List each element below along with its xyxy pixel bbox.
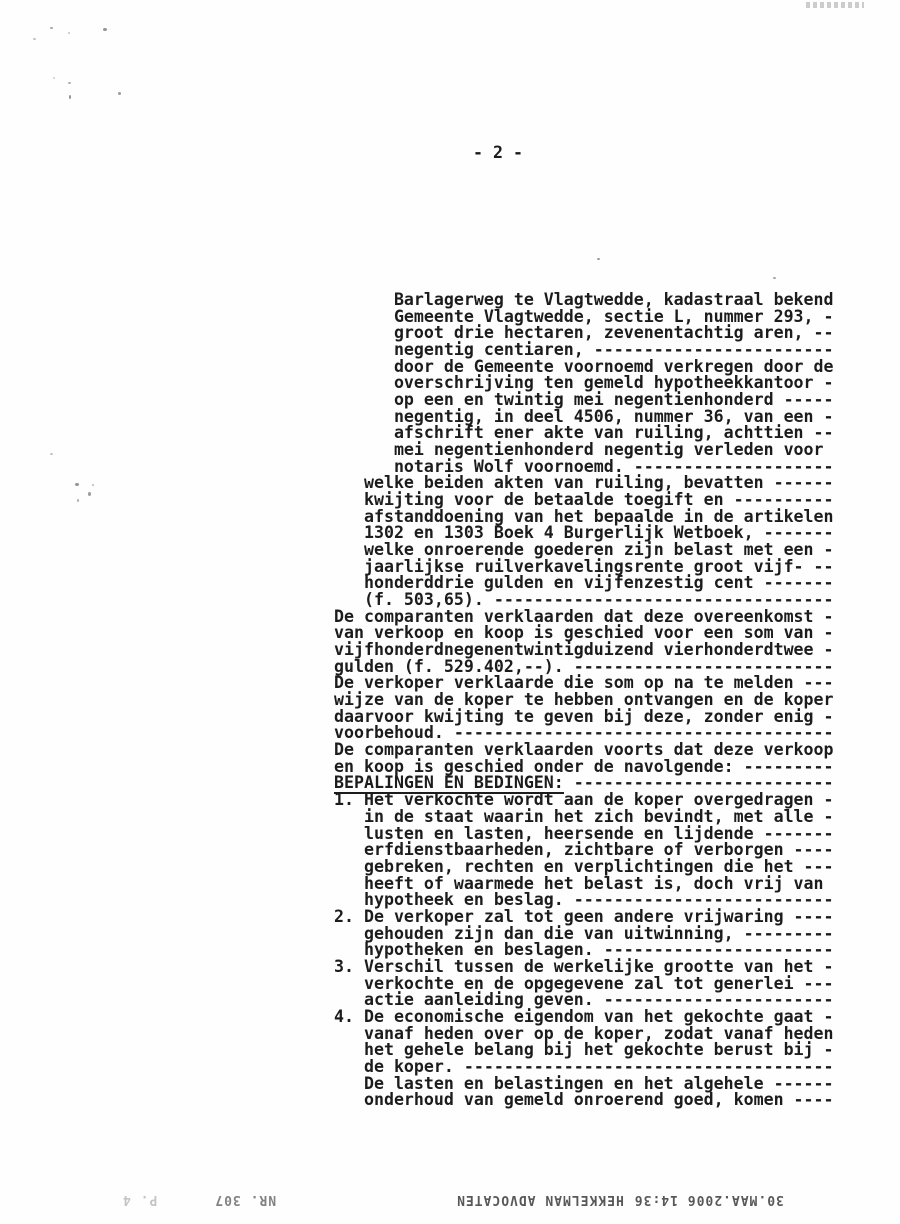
document-line: op een en twintig mei negentienhonderd ----- bbox=[334, 390, 834, 410]
page-number: - 2 - bbox=[473, 143, 523, 162]
document-line: De verkoper verklaarde die som op na te melden --- bbox=[334, 673, 834, 693]
document-line: 3. Verschil tussen de werkelijke grootte van het - bbox=[334, 956, 834, 976]
document-line: van verkoop en koop is geschied voor een som van - bbox=[334, 623, 834, 643]
section-heading: BEPALINGEN EN BEDINGEN: bbox=[334, 773, 564, 793]
document-line: het gehele belang bij het gekochte berust bij - bbox=[334, 1040, 834, 1060]
document-line: negentig, in deel 4506, nummer 36, van een - bbox=[334, 406, 834, 426]
document-line: hypotheek en beslag. -------------------------- bbox=[334, 890, 834, 910]
document-line: de koper. ------------------------------------- bbox=[334, 1056, 834, 1076]
document-line: overschrijving ten gemeld hypotheekkantoor - bbox=[334, 373, 834, 393]
document-line: erfdienstbaarheden, zichtbare of verborgen ---- bbox=[334, 840, 834, 860]
document-line: in de staat waarin het zich bevindt, met alle - bbox=[334, 806, 834, 826]
document-line: vijfhonderdnegenentwintigduizend vierhonderdtwee - bbox=[334, 640, 834, 660]
fax-transmission-number: NR. 307 bbox=[214, 1192, 277, 1207]
document-line: De comparanten verklaarden dat deze overeenkomst - bbox=[334, 606, 834, 626]
document-line: mei negentienhonderd negentig verleden voor bbox=[334, 440, 824, 460]
document-line: afstanddoening van het bepaalde in de artikelen bbox=[334, 506, 834, 526]
document-line: door de Gemeente voornoemd verkregen door de bbox=[334, 356, 834, 376]
document-line: welke onroerende goederen zijn belast met een - bbox=[334, 540, 834, 560]
document-line: Gemeente Vlagtwedde, sectie L, nummer 293, - bbox=[334, 306, 834, 326]
document-line: gehouden zijn dan die van uitwinning, --------- bbox=[334, 923, 834, 943]
document-line: 2. De verkoper zal tot geen andere vrijwaring ---- bbox=[334, 906, 834, 926]
fax-page-marker: P. 4 bbox=[122, 1192, 158, 1207]
document-line: 4. De economische eigendom van het gekochte gaat - bbox=[334, 1006, 834, 1026]
document-line: welke beiden akten van ruiling, bevatten ------ bbox=[334, 473, 834, 493]
document-line: Barlagerweg te Vlagtwedde, kadastraal bekend bbox=[334, 290, 834, 309]
document-line: (f. 503,65). ---------------------------------- bbox=[334, 590, 834, 610]
document-line: en koop is geschied onder de navolgende: --------- bbox=[334, 756, 834, 776]
document-line: daarvoor kwijting te geven bij deze, zonder enig - bbox=[334, 706, 834, 726]
document-line: vanaf heden over op de koper, zodat vanaf heden bbox=[334, 1023, 834, 1043]
document-line: voorbehoud. -------------------------------------- bbox=[334, 723, 834, 743]
document-line: negentig centiaren, ------------------------ bbox=[334, 340, 834, 360]
document-line: notaris Wolf voornoemd. -------------------- bbox=[334, 456, 834, 476]
document-line: groot drie hectaren, zevenentachtig aren, -- bbox=[334, 323, 834, 343]
document-line: honderddrie gulden en vijfenzestig cent ------- bbox=[334, 573, 834, 593]
document-line: wijze van de koper te hebben ontvangen en de koper bbox=[334, 690, 834, 710]
document-line: De lasten en belastingen en het algehele ------ bbox=[334, 1073, 834, 1093]
document-line: heeft of waarmede het belast is, doch vrij van bbox=[334, 873, 824, 893]
document-line: BEPALINGEN EN BEDINGEN: -------------------------- bbox=[334, 773, 834, 793]
document-line: gulden (f. 529.402,--). -------------------------- bbox=[334, 656, 834, 676]
fax-sender-name: HEKKELMAN ADVOCATEN bbox=[456, 1192, 624, 1207]
fax-header-upside-down bbox=[122, 1192, 784, 1207]
document-line: lusten en lasten, heersende en lijdende ------- bbox=[334, 823, 834, 843]
document-line: jaarlijkse ruilverkavelingsrente groot vijf- -- bbox=[334, 556, 834, 576]
document-line: actie aanleiding geven. ----------------------- bbox=[334, 990, 834, 1010]
document-line: onderhoud van gemeld onroerend goed, komen ---- bbox=[334, 1090, 834, 1110]
fax-timestamp: 30.MAA.2006 14:36 bbox=[633, 1192, 784, 1207]
document-line: 1302 en 1303 Boek 4 Burgerlijk Wetboek, ------- bbox=[334, 523, 834, 543]
document-body bbox=[334, 292, 834, 1109]
scan-smudge bbox=[806, 2, 864, 8]
document-line: 1. Het verkochte wordt aan de koper overgedragen - bbox=[334, 790, 834, 810]
document-line: afschrift ener akte van ruiling, achttien -- bbox=[334, 423, 834, 443]
document-line: De comparanten verklaarden voorts dat deze verkoop bbox=[334, 740, 834, 760]
document-line: kwijting voor de betaalde toegift en ---------- bbox=[334, 490, 834, 510]
document-line: gebreken, rechten en verplichtingen die het --- bbox=[334, 856, 834, 876]
document-line: hypotheken en beslagen. ----------------------- bbox=[334, 940, 834, 960]
document-line: verkochte en de opgegevene zal tot generlei --- bbox=[334, 973, 834, 993]
